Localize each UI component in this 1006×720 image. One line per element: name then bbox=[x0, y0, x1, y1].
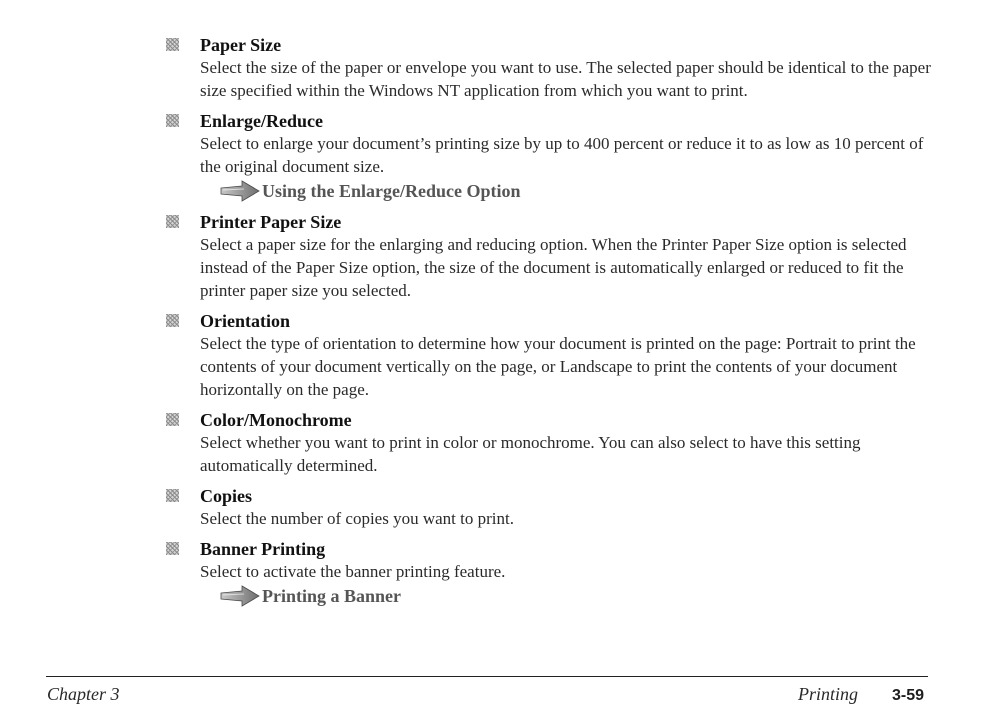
cross-reference-link[interactable] bbox=[220, 584, 946, 608]
square-bullet-icon bbox=[166, 413, 179, 426]
entry-title: Banner Printing bbox=[200, 539, 326, 559]
entry-paper-size bbox=[166, 34, 946, 102]
entry-title: Paper Size bbox=[200, 35, 282, 55]
arrow-right-icon bbox=[220, 585, 260, 607]
footer-chapter: Chapter 3 bbox=[47, 684, 120, 704]
entry-description: Select to activate the banner printing feature. bbox=[200, 562, 506, 581]
square-bullet-icon bbox=[166, 314, 179, 327]
entry-title: Orientation bbox=[200, 311, 290, 331]
square-bullet-icon bbox=[166, 215, 179, 228]
cross-reference-text[interactable]: Printing a Banner bbox=[262, 585, 402, 606]
entry-description: Select to enlarge your document’s printing size by up to 400 percent or reduce it to as low as 10 percent of the original document size. bbox=[200, 134, 924, 176]
entry-color-monochrome bbox=[166, 409, 946, 477]
entry-description: Select whether you want to print in color or monochrome. You can also select to have this setting automatically determined. bbox=[200, 433, 861, 475]
entry-copies bbox=[166, 485, 946, 530]
entry-orientation bbox=[166, 310, 946, 401]
page-number: 3-59 bbox=[891, 687, 924, 704]
entry-title: Color/Monochrome bbox=[200, 410, 352, 430]
entry-printer-paper-size bbox=[166, 211, 946, 302]
square-bullet-icon bbox=[166, 542, 179, 555]
entry-banner-printing bbox=[166, 538, 946, 608]
entry-description: Select a paper size for the enlarging and reducing option. When the Printer Paper Size option is selected instead of the Paper Size option, the size of the document is automatically enlarged or reduced to fit the printer paper size you selected. bbox=[200, 235, 907, 300]
document-body bbox=[166, 34, 946, 616]
entry-title: Enlarge/Reduce bbox=[200, 111, 323, 131]
arrow-right-icon bbox=[220, 180, 260, 202]
cross-reference-link[interactable] bbox=[220, 179, 946, 203]
footer-right-group bbox=[798, 684, 924, 705]
footer-section-name: Printing bbox=[797, 684, 858, 704]
entry-description: Select the type of orientation to determine how your document is printed on the page: Portrait to print the contents of your document vertically on the page, or Landscape to print the contents of your document horizontally on the page. bbox=[200, 334, 916, 399]
footer-divider bbox=[46, 676, 928, 677]
square-bullet-icon bbox=[166, 38, 179, 51]
square-bullet-icon bbox=[166, 114, 179, 127]
entry-description: Select the number of copies you want to print. bbox=[200, 509, 514, 528]
entry-description: Select the size of the paper or envelope you want to use. The selected paper should be identical to the paper size specified within the Windows NT application from which you want to print. bbox=[200, 58, 931, 100]
entry-enlarge-reduce bbox=[166, 110, 946, 203]
entry-title: Printer Paper Size bbox=[200, 212, 342, 232]
entry-title: Copies bbox=[200, 486, 253, 506]
square-bullet-icon bbox=[166, 489, 179, 502]
cross-reference-text[interactable]: Using the Enlarge/Reduce Option bbox=[262, 180, 521, 201]
